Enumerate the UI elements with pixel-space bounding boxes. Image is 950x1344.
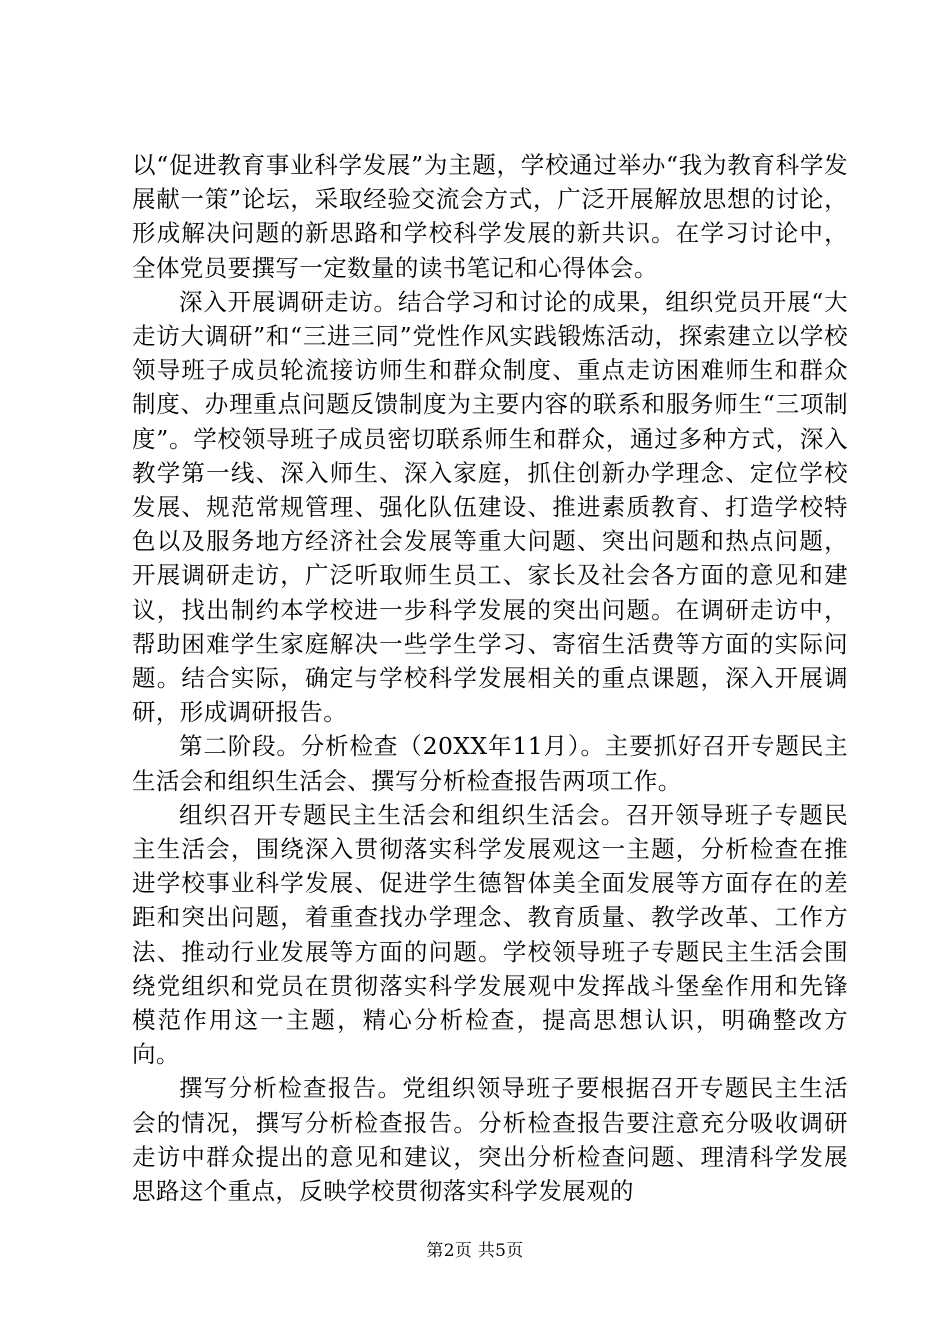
paragraph-3: 第二阶段。分析检查（20XX年11月）。主要抓好召开专题民主生活会和组织生活会、撰写分析检查报告两项工作。 xyxy=(132,732,848,795)
paragraph-5: 撰写分析检查报告。党组织领导班子要根据召开专题民主生活会的情况，撰写分析检查报告。分析检查报告要注意充分吸收调研走访中群众提出的意见和建议，突出分析检查问题、理清科学发展思路这个重点，反映学校贯彻落实科学发展观的 xyxy=(132,1074,848,1206)
page-footer: 第2页 共5页 xyxy=(426,1241,524,1261)
document-body xyxy=(132,148,848,1208)
paragraph-1: 以“促进教育事业科学发展”为主题，学校通过举办“我为教育科学发展献一策”论坛，采取经验交流会方式，广泛开展解放思想的讨论，形成解决问题的新思路和学校科学发展的新共识。在学习讨论中，全体党员要撰写一定数量的读书笔记和心得体会。 xyxy=(132,151,848,282)
paragraph-4: 组织召开专题民主生活会和组织生活会。召开领导班子专题民主生活会，围绕深入贯彻落实科学发展观这一主题，分析检查在推进学校事业科学发展、促进学生德智体美全面发展等方面存在的差距和突出问题，着重查找办学理念、教育质量、教学改革、工作方法、推动行业发展等方面的问题。学校领导班子专题民主生活会围绕党组织和党员在贯彻落实科学发展观中发挥战斗堡垒作用和先锋模范作用这一主题，精心分析检查，提高思想认识，明确整改方向。 xyxy=(132,800,848,1069)
paragraph-2: 深入开展调研走访。结合学习和讨论的成果，组织党员开展“大走访大调研”和“三进三同”党性作风实践锻炼活动，探索建立以学校领导班子成员轮流接访师生和群众制度、重点走访困难师生和群众制度、办理重点问题反馈制度为主要内容的联系和服务师生“三项制度”。学校领导班子成员密切联系师生和群众，通过多种方式，深入教学第一线、深入师生、深入家庭，抓住创新办学理念、定位学校发展、规范常规管理、强化队伍建设、推进素质教育、打造学校特色以及服务地方经济社会发展等重大问题、突出问题和热点问题，开展调研走访，广泛听取师生员工、家长及社会各方面的意见和建议，找出制约本学校进一步科学发展的突出问题。在调研走访中，帮助困难学生家庭解决一些学生学习、寄宿生活费等方面的实际问题。结合实际，确定与学校科学发展相关的重点课题，深入开展调研，形成调研报告。 xyxy=(132,287,848,727)
